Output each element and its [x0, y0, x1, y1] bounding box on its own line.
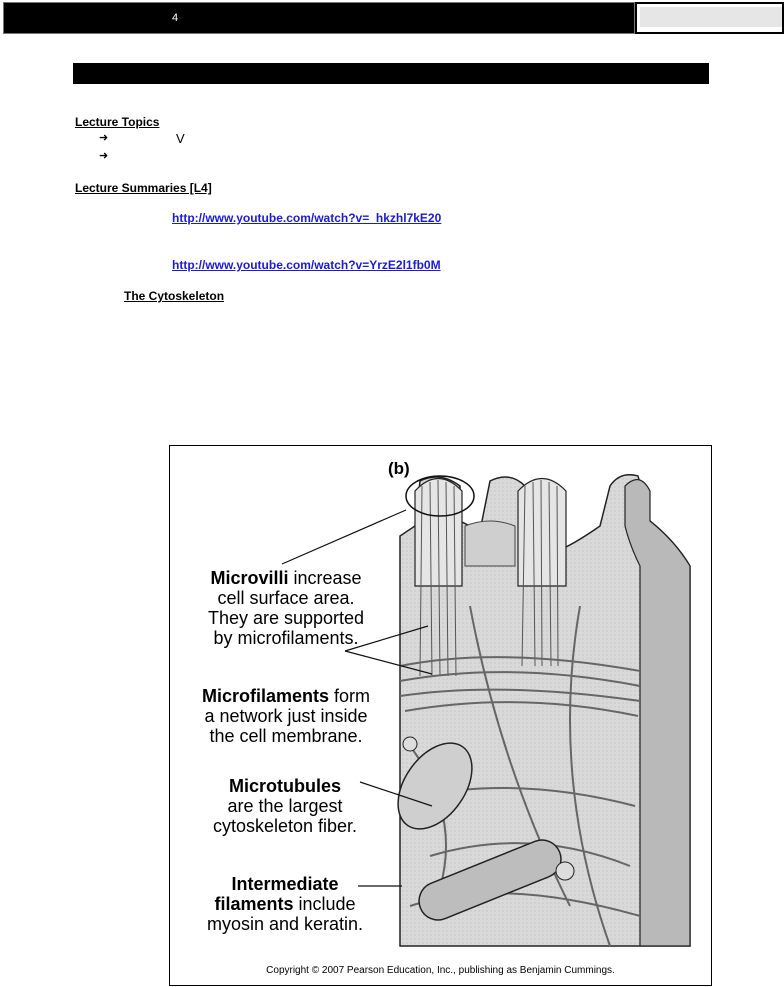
microvilli-text: increase — [288, 568, 362, 588]
intermediate-line3: myosin and keratin. — [206, 914, 364, 934]
panel-label: (b) — [388, 459, 410, 478]
intermediate-term2: filaments — [214, 894, 294, 914]
page-number: 4 — [172, 12, 179, 24]
microvilli-term: Microvilli — [210, 568, 289, 588]
microvilli-caption — [176, 568, 396, 648]
cytoskeleton-heading: The Cytoskeleton — [124, 289, 225, 303]
microtubules-line2: are the largest — [227, 796, 343, 816]
microvilli-line3: They are supported — [207, 608, 365, 628]
video-link-1[interactable]: http://www.youtube.com/watch?v=_hkzhl7kE20 — [172, 211, 442, 225]
video-link-2[interactable]: http://www.youtube.com/watch?v=YrzE2l1fb0M — [172, 258, 441, 272]
lecture-summaries-heading: Lecture Summaries [L4] — [75, 181, 212, 195]
intermediate-caption — [180, 874, 390, 934]
section-band — [73, 63, 709, 84]
microvilli-line4: by microfilaments. — [213, 628, 359, 648]
intermediate-text: include — [293, 894, 356, 914]
microfilaments-line2: a network just inside — [204, 706, 368, 726]
microfilaments-text: form — [329, 686, 371, 706]
copyright-text: Copyright © 2007 Pearson Education, Inc., publishing as Benjamin Cummings. — [266, 965, 615, 976]
microvilli-line2: cell surface area. — [217, 588, 355, 608]
bullet-arrow-icon: ➜ — [99, 150, 109, 162]
microtubules-caption — [180, 776, 390, 836]
microtubules-term: Microtubules — [228, 776, 341, 796]
topic-text: V — [176, 131, 185, 146]
cytoskeleton-figure — [169, 445, 712, 986]
microfilaments-line3: the cell membrane. — [209, 726, 363, 746]
header-bar — [3, 2, 635, 34]
bullet-arrow-icon: ➜ — [99, 132, 109, 144]
microtubules-line3: cytoskeleton fiber. — [212, 816, 358, 836]
intermediate-term: Intermediate — [231, 874, 339, 894]
microfilaments-term: Microfilaments — [201, 686, 329, 706]
lecture-topics-heading: Lecture Topics — [75, 115, 160, 129]
header-box — [635, 2, 784, 34]
microfilaments-caption — [170, 686, 402, 746]
